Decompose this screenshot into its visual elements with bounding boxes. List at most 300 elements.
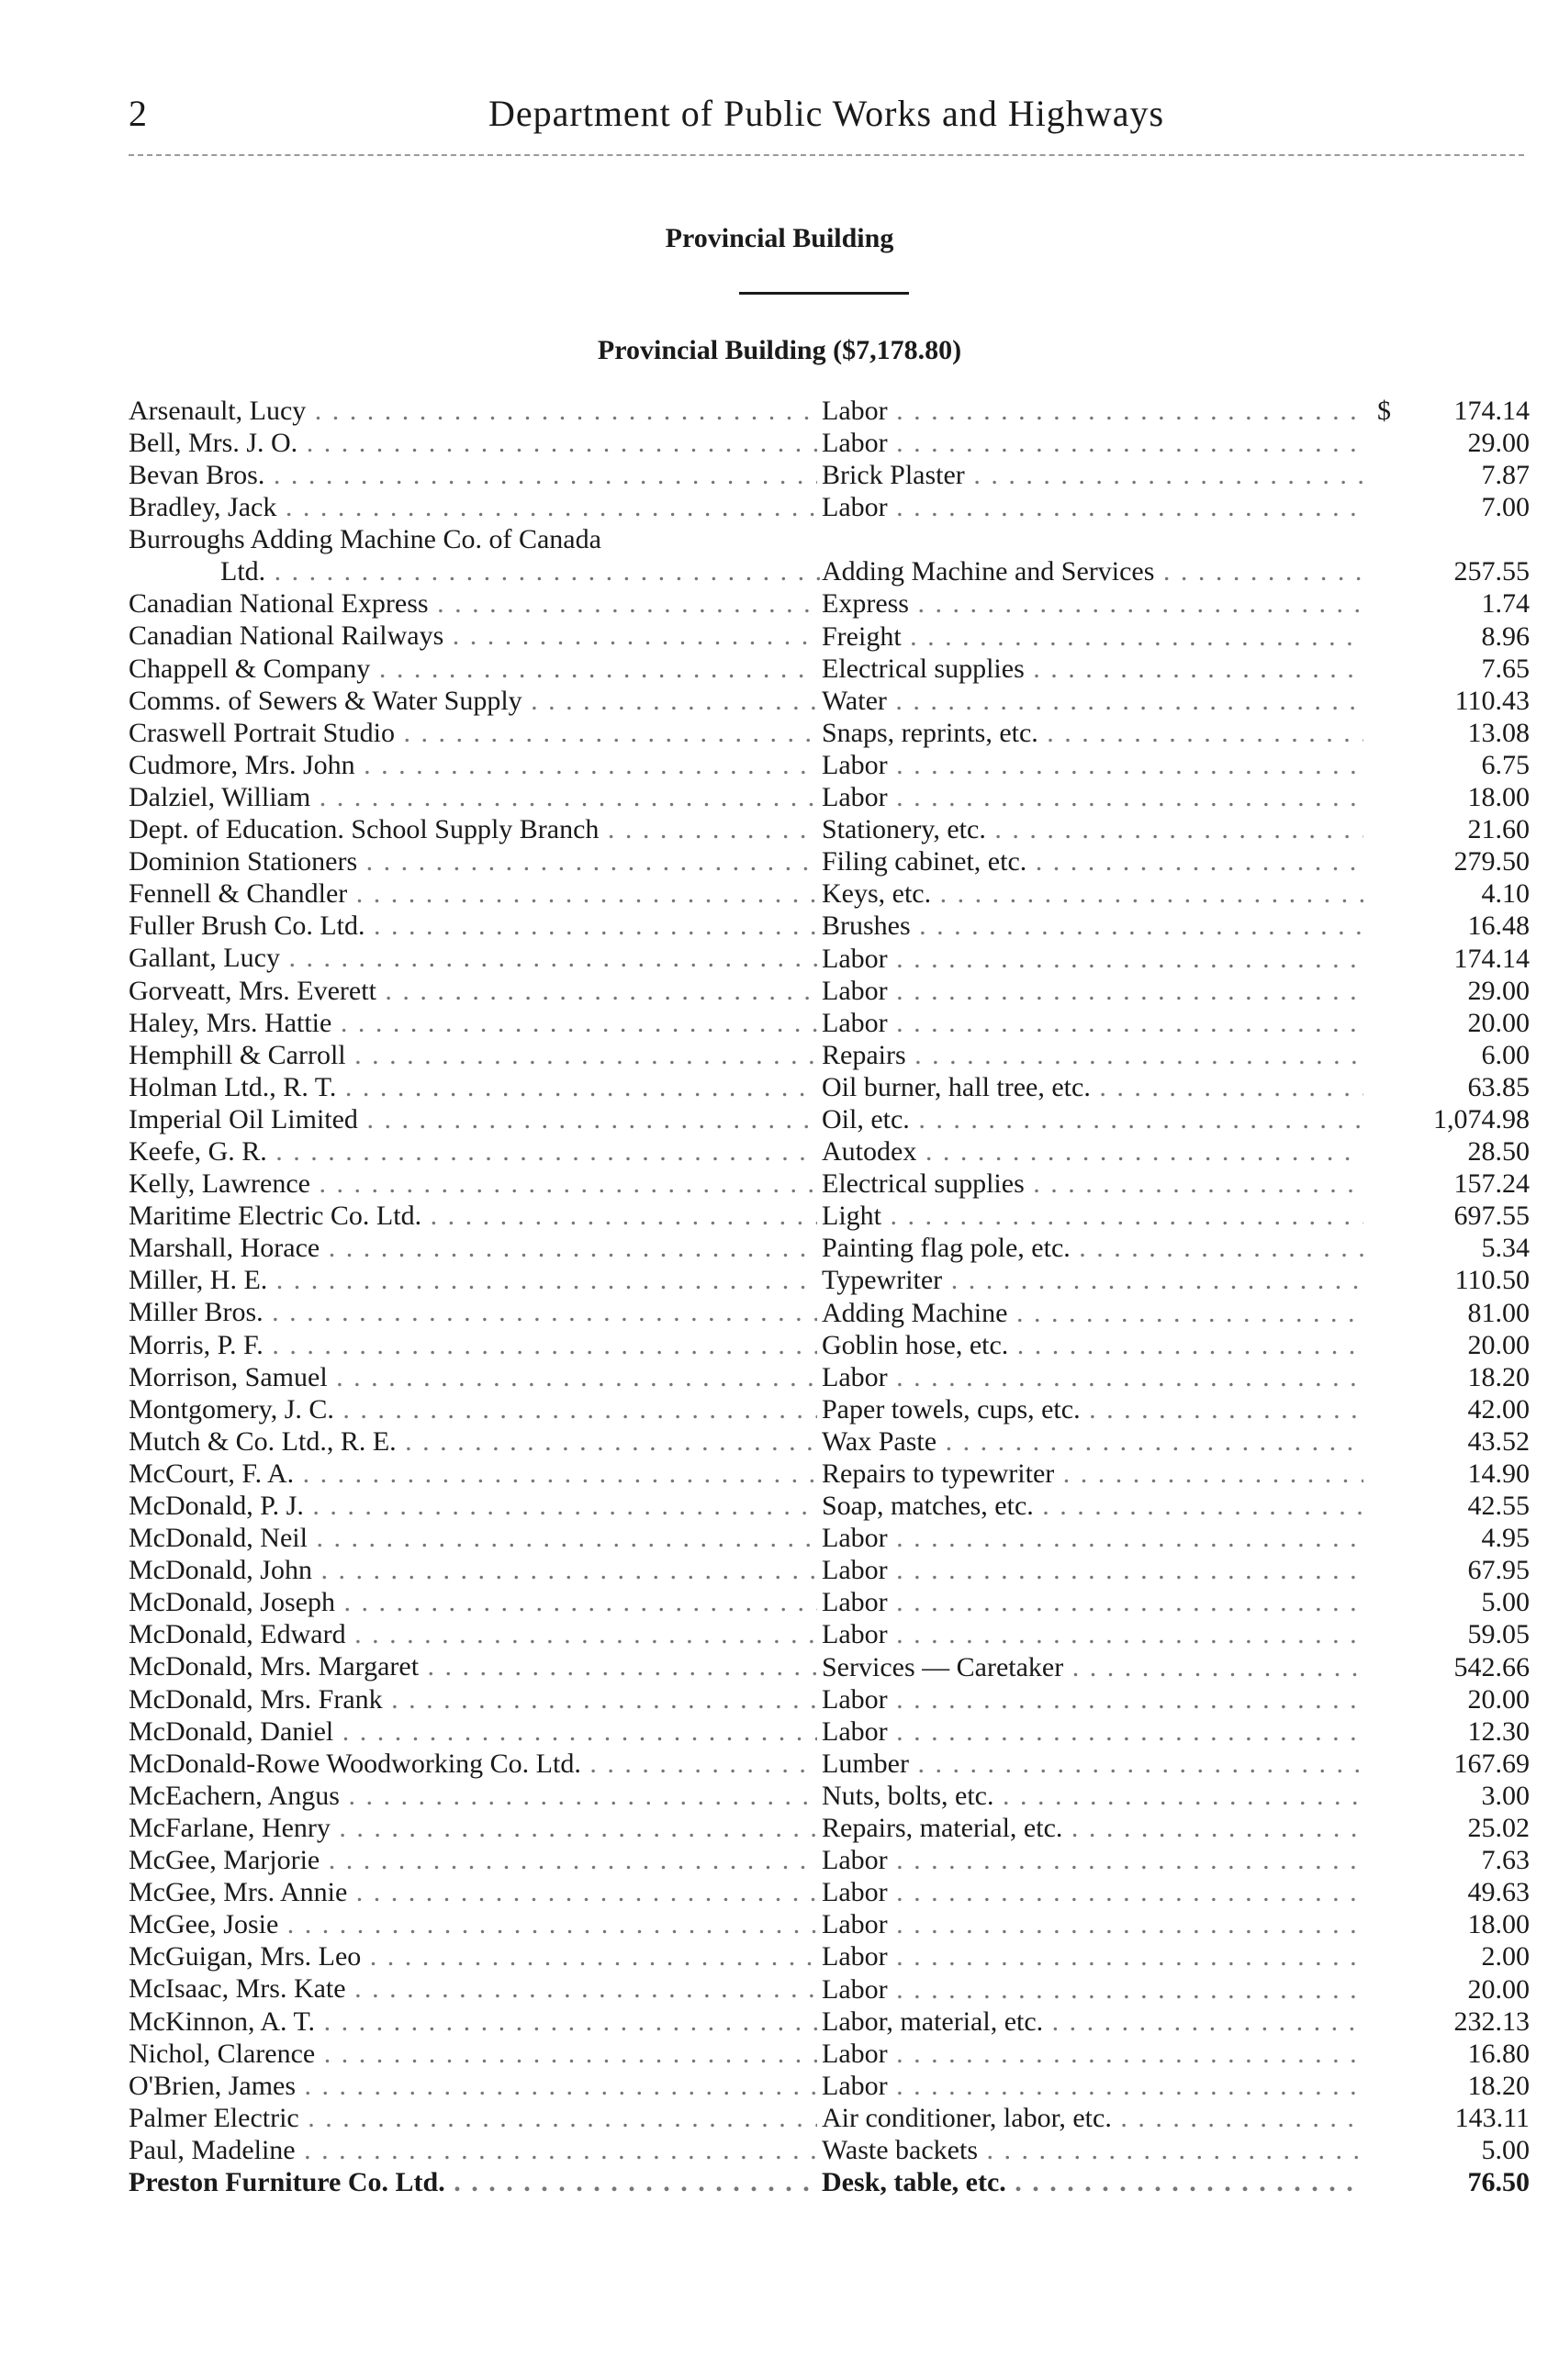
expense-description bbox=[822, 1748, 1363, 1780]
amount: 76.50 bbox=[1467, 2167, 1530, 2198]
expense-description bbox=[822, 587, 1363, 620]
payee-name-text: Fennell & Chandler . . . bbox=[129, 877, 817, 910]
expense-description-text: Light . . . bbox=[822, 1200, 1363, 1232]
expense-description-text: Labor . . . bbox=[822, 395, 1363, 427]
expense-description-text: Labor . . . bbox=[822, 1908, 1363, 1940]
amount: 21.60 bbox=[1467, 814, 1530, 845]
payee-name bbox=[129, 1554, 817, 1586]
payee-name-text: Cudmore, Mrs. John . . . bbox=[129, 749, 817, 781]
expense-description-text: Nuts, bolts, etc. . . . bbox=[822, 1780, 1363, 1812]
payee-name bbox=[129, 1780, 817, 1812]
table-row bbox=[129, 1425, 1530, 1458]
amount: 16.48 bbox=[1467, 911, 1530, 942]
payee-name-text: Bradley, Jack . . . bbox=[129, 491, 817, 523]
amount: 157.24 bbox=[1453, 1168, 1530, 1200]
payee-name-text: McDonald, Daniel . . . bbox=[129, 1715, 817, 1748]
section-title: Provincial Building bbox=[665, 223, 894, 253]
payee-name bbox=[129, 1458, 817, 1490]
table-row bbox=[129, 910, 1530, 942]
expense-description bbox=[822, 943, 1363, 975]
expense-description bbox=[822, 1071, 1363, 1103]
payee-name bbox=[129, 1812, 817, 1844]
expense-description bbox=[822, 653, 1363, 685]
amount: 5.00 bbox=[1481, 2134, 1530, 2165]
payee-name-text: McFarlane, Henry . . . bbox=[129, 1812, 817, 1844]
table-row bbox=[129, 1940, 1530, 1972]
payee-name bbox=[129, 1683, 817, 1715]
amount: 7.65 bbox=[1481, 653, 1530, 684]
amount: 5.34 bbox=[1481, 1233, 1530, 1264]
table-row bbox=[129, 1039, 1530, 1071]
payee-name bbox=[129, 1490, 817, 1522]
expense-description bbox=[822, 1522, 1363, 1554]
amount: 8.96 bbox=[1481, 620, 1530, 652]
amount: 63.85 bbox=[1467, 1071, 1530, 1102]
payee-name bbox=[129, 813, 817, 845]
payee-name bbox=[129, 1908, 817, 1940]
table-row bbox=[129, 1329, 1530, 1361]
expense-description bbox=[822, 1200, 1363, 1232]
amount: 59.05 bbox=[1467, 1619, 1530, 1650]
amount: 7.63 bbox=[1481, 1845, 1530, 1876]
payee-name bbox=[129, 2134, 817, 2166]
table-row bbox=[129, 1007, 1530, 1039]
amount: 3.00 bbox=[1481, 1780, 1530, 1811]
table-row bbox=[129, 685, 1530, 717]
expense-description-text: Labor . . . bbox=[822, 1522, 1363, 1554]
amount: 6.75 bbox=[1481, 749, 1530, 780]
payee-name-text: McDonald, Mrs. Frank . . . bbox=[129, 1683, 817, 1715]
payee-name-text: McDonald, Mrs. Margaret . . . bbox=[129, 1650, 817, 1682]
table-row bbox=[129, 459, 1530, 491]
expense-description bbox=[822, 1651, 1363, 1683]
amount: 5.00 bbox=[1481, 1587, 1530, 1618]
payee-name bbox=[129, 749, 817, 781]
payee-name bbox=[129, 1200, 817, 1232]
payee-name bbox=[129, 685, 817, 717]
amount: 174.14 bbox=[1453, 396, 1530, 427]
expense-description-text: Autodex . . . bbox=[822, 1135, 1363, 1168]
amount: 29.00 bbox=[1467, 975, 1530, 1006]
expense-description bbox=[822, 1232, 1363, 1264]
expense-description bbox=[822, 1007, 1363, 1039]
payee-name-text: Preston Furniture Co. Ltd. . . . bbox=[129, 2166, 817, 2198]
payee-name-text: McGee, Mrs. Annie . . . bbox=[129, 1876, 817, 1908]
payee-name bbox=[129, 1844, 817, 1876]
amount: 4.10 bbox=[1481, 878, 1530, 910]
payee-name bbox=[129, 1007, 817, 1039]
table-row bbox=[129, 1361, 1530, 1393]
payee-name bbox=[129, 781, 817, 813]
expense-description bbox=[822, 1039, 1363, 1071]
payee-name-text: Palmer Electric . . . bbox=[129, 2102, 817, 2134]
payee-name bbox=[129, 942, 817, 974]
expense-description bbox=[822, 1876, 1363, 1908]
amount: 110.43 bbox=[1454, 685, 1530, 716]
table-row bbox=[129, 1200, 1530, 1232]
expense-description bbox=[822, 2134, 1363, 2166]
expense-description-text: Labor, material, etc. . . . bbox=[822, 2006, 1363, 2038]
expense-description bbox=[822, 975, 1363, 1007]
expense-description-text: Air conditioner, labor, etc. . . . bbox=[822, 2102, 1363, 2134]
payee-name bbox=[129, 2070, 817, 2102]
expense-description bbox=[822, 2166, 1363, 2198]
payee-name-text: Maritime Electric Co. Ltd. . . . bbox=[129, 1200, 817, 1232]
payee-name bbox=[129, 1715, 817, 1748]
expense-description bbox=[822, 1425, 1363, 1458]
payee-name-text: McGee, Marjorie . . . bbox=[129, 1844, 817, 1876]
amount: 542.66 bbox=[1453, 1651, 1530, 1682]
expense-description bbox=[822, 1135, 1363, 1168]
payee-name-text: Montgomery, J. C. . . . bbox=[129, 1393, 817, 1425]
expense-description bbox=[822, 910, 1363, 942]
table-row bbox=[129, 749, 1530, 781]
expense-description bbox=[822, 813, 1363, 845]
expense-description-text: Freight . . . bbox=[822, 620, 1363, 653]
expense-description bbox=[822, 1683, 1363, 1715]
expense-description-text: Labor . . . bbox=[822, 1683, 1363, 1715]
expense-description bbox=[822, 1973, 1363, 2006]
expense-description-text: Brick Plaster . . . bbox=[822, 459, 1363, 491]
expense-description-text: Brushes . . . bbox=[822, 910, 1363, 942]
page-number: 2 bbox=[129, 93, 147, 134]
amount: 697.55 bbox=[1453, 1201, 1530, 1232]
currency-symbol: $ bbox=[1377, 396, 1391, 427]
expense-description-text: Repairs, material, etc. . . . bbox=[822, 1812, 1363, 1844]
payee-name bbox=[129, 395, 817, 427]
payee-name-text: Holman Ltd., R. T. . . . bbox=[129, 1071, 817, 1103]
payee-name bbox=[129, 1618, 817, 1650]
payee-name bbox=[129, 1264, 817, 1296]
table-row bbox=[129, 1908, 1530, 1940]
expense-description-text: Labor . . . bbox=[822, 1618, 1363, 1650]
table-row bbox=[129, 587, 1530, 620]
expense-description-text: Desk, table, etc. . . . bbox=[822, 2166, 1363, 2198]
table-row bbox=[129, 1296, 1530, 1328]
table-row bbox=[129, 2134, 1530, 2166]
payee-name bbox=[129, 427, 817, 459]
payee-name-line: Burroughs Adding Machine Co. of Canada bbox=[129, 524, 601, 555]
table-row bbox=[129, 2102, 1530, 2134]
expense-description-text: Wax Paste . . . bbox=[822, 1425, 1363, 1458]
payee-name-text: McEachern, Angus . . . bbox=[129, 1780, 817, 1812]
table-row bbox=[129, 1618, 1530, 1650]
payee-name bbox=[129, 2038, 817, 2070]
payee-name-text: O'Brien, James . . . bbox=[129, 2070, 817, 2102]
expense-description-text: Labor . . . bbox=[822, 1940, 1363, 1972]
expense-description-text: Labor . . . bbox=[822, 1007, 1363, 1039]
amount: 13.08 bbox=[1467, 717, 1530, 748]
table-row bbox=[129, 1650, 1530, 1682]
payee-name bbox=[129, 459, 817, 491]
amount: 42.55 bbox=[1467, 1491, 1530, 1522]
table-row bbox=[129, 1264, 1530, 1296]
payee-name-text: Dominion Stationers . . . bbox=[129, 845, 817, 877]
expense-description bbox=[822, 1908, 1363, 1940]
expense-description bbox=[822, 1586, 1363, 1618]
amount: 28.50 bbox=[1467, 1136, 1530, 1168]
payee-name-text: Nichol, Clarence . . . bbox=[129, 2038, 817, 2070]
amount: 29.00 bbox=[1467, 428, 1530, 459]
payee-name-text: Canadian National Railways . . . bbox=[129, 620, 817, 652]
payee-name-text: McDonald, Neil . . . bbox=[129, 1522, 817, 1554]
payee-name-text: Kelly, Lawrence . . . bbox=[129, 1168, 817, 1200]
payee-name-text: McGee, Josie . . . bbox=[129, 1908, 817, 1940]
table-row bbox=[129, 653, 1530, 685]
expense-description-text: Labor . . . bbox=[822, 943, 1363, 975]
payee-name-text: Marshall, Horace . . . bbox=[129, 1232, 817, 1264]
expense-description-text: Labor . . . bbox=[822, 749, 1363, 781]
payee-name bbox=[129, 1103, 817, 1135]
expense-description bbox=[822, 491, 1363, 523]
expense-description bbox=[822, 1103, 1363, 1135]
expense-description-text: Water . . . bbox=[822, 685, 1363, 717]
payee-name bbox=[129, 910, 817, 942]
expense-description-text: Paper towels, cups, etc. . . . bbox=[822, 1393, 1363, 1425]
table-row bbox=[129, 1458, 1530, 1490]
payee-name bbox=[129, 717, 817, 749]
amount: 18.00 bbox=[1467, 1909, 1530, 1940]
amount: 1.74 bbox=[1481, 588, 1530, 620]
expense-description-text: Waste backets . . . bbox=[822, 2134, 1363, 2166]
expense-description bbox=[822, 1329, 1363, 1361]
payee-name-text: Arsenault, Lucy . . . bbox=[129, 395, 817, 427]
expense-description bbox=[822, 1618, 1363, 1650]
expense-description-text: Express . . . bbox=[822, 587, 1363, 620]
payee-name bbox=[129, 1039, 817, 1071]
payee-name bbox=[129, 1972, 817, 2005]
expense-description-text: Repairs to typewriter . . . bbox=[822, 1458, 1363, 1490]
table-row bbox=[129, 427, 1530, 459]
payee-name-text: McDonald-Rowe Woodworking Co. Ltd. . . . bbox=[129, 1748, 817, 1780]
payee-name bbox=[129, 2166, 817, 2198]
payee-name-text: Dalziel, William . . . bbox=[129, 781, 817, 813]
table-row bbox=[129, 1876, 1530, 1908]
expense-description bbox=[822, 845, 1363, 877]
expense-description bbox=[822, 1490, 1363, 1522]
payee-name-text: Gallant, Lucy . . . bbox=[129, 942, 817, 974]
table-row bbox=[129, 781, 1530, 813]
payee-name-text: Morrison, Samuel . . . bbox=[129, 1361, 817, 1393]
payee-name bbox=[129, 877, 817, 910]
table-row bbox=[129, 1586, 1530, 1618]
table-row bbox=[129, 813, 1530, 845]
payee-name bbox=[129, 523, 826, 587]
payee-name bbox=[129, 1361, 817, 1393]
amount: 257.55 bbox=[1453, 556, 1530, 587]
running-head: Department of Public Works and Highways bbox=[488, 93, 1165, 134]
expense-description-text: Electrical supplies . . . bbox=[822, 1168, 1363, 1200]
table-row bbox=[129, 523, 1530, 587]
expense-description-text: Oil, etc. . . . bbox=[822, 1103, 1363, 1135]
table-row bbox=[129, 1071, 1530, 1103]
payee-name-text: Comms. of Sewers & Water Supply . . . bbox=[129, 685, 817, 717]
payee-name-text: McDonald, Edward . . . bbox=[129, 1618, 817, 1650]
payee-name-text: McDonald, P. J. . . . bbox=[129, 1490, 817, 1522]
payee-name bbox=[129, 845, 817, 877]
page-header bbox=[129, 92, 1524, 147]
payee-name bbox=[129, 1876, 817, 1908]
expense-description-text: Stationery, etc. . . . bbox=[822, 813, 1363, 845]
amount: 143.11 bbox=[1454, 2102, 1530, 2133]
expense-description-text: Labor . . . bbox=[822, 1973, 1363, 2006]
payee-name-text: Dept. of Education. School Supply Branch . . . bbox=[129, 813, 817, 845]
payee-name bbox=[129, 1425, 817, 1458]
amount: 18.20 bbox=[1467, 2070, 1530, 2101]
expense-description-text: Painting flag pole, etc. . . . bbox=[822, 1232, 1363, 1264]
payee-name-text: Keefe, G. R. . . . bbox=[129, 1135, 817, 1168]
section-divider bbox=[739, 292, 909, 295]
expense-description bbox=[822, 555, 1363, 587]
amount: 20.00 bbox=[1467, 1973, 1530, 2005]
payee-name-text: Bevan Bros. . . . bbox=[129, 459, 817, 491]
expense-description-text: Labor . . . bbox=[822, 2038, 1363, 2070]
expense-description-text: Repairs . . . bbox=[822, 1039, 1363, 1071]
payee-name-text: Hemphill & Carroll . . . bbox=[129, 1039, 817, 1071]
expense-description-text: Snaps, reprints, etc. . . . bbox=[822, 717, 1363, 749]
expense-description bbox=[822, 1844, 1363, 1876]
amount: 16.80 bbox=[1467, 2038, 1530, 2069]
table-row bbox=[129, 1103, 1530, 1135]
table-row bbox=[129, 845, 1530, 877]
table-row bbox=[129, 1554, 1530, 1586]
payee-name-text: Craswell Portrait Studio . . . bbox=[129, 717, 817, 749]
payee-name bbox=[129, 491, 817, 523]
table-row bbox=[129, 2070, 1530, 2102]
payee-name-text: Paul, Madeline . . . bbox=[129, 2134, 817, 2166]
expense-description bbox=[822, 877, 1363, 910]
table-row bbox=[129, 877, 1530, 910]
payee-name-text: McDonald, Joseph . . . bbox=[129, 1586, 817, 1618]
payee-name bbox=[129, 1071, 817, 1103]
payee-name bbox=[129, 1748, 817, 1780]
payee-name-text: McKinnon, A. T. . . . bbox=[129, 2006, 817, 2038]
expense-description-text: Adding Machine . . . bbox=[822, 1297, 1363, 1329]
table-row bbox=[129, 1780, 1530, 1812]
payee-name bbox=[129, 2006, 817, 2038]
payee-name bbox=[129, 1393, 817, 1425]
expense-description bbox=[822, 2070, 1363, 2102]
table-row bbox=[129, 1972, 1530, 2005]
table-row bbox=[129, 1683, 1530, 1715]
table-row bbox=[129, 491, 1530, 523]
expense-description-text: Labor . . . bbox=[822, 2070, 1363, 2102]
amount: 174.14 bbox=[1453, 943, 1530, 974]
amount: 167.69 bbox=[1453, 1748, 1530, 1779]
amount: 25.02 bbox=[1467, 1813, 1530, 1844]
amount: 67.95 bbox=[1467, 1555, 1530, 1586]
expense-description bbox=[822, 1812, 1363, 1844]
expense-description-text: Labor . . . bbox=[822, 1361, 1363, 1393]
payee-name-text: Mutch & Co. Ltd., R. E. . . . bbox=[129, 1425, 817, 1458]
amount: 42.00 bbox=[1467, 1393, 1530, 1425]
expense-description-text: Services — Caretaker . . . bbox=[822, 1651, 1363, 1683]
table-row bbox=[129, 1715, 1530, 1748]
payee-name bbox=[129, 587, 817, 620]
expense-description bbox=[822, 1297, 1363, 1329]
amount: 6.00 bbox=[1481, 1039, 1530, 1070]
amount: 279.50 bbox=[1453, 846, 1530, 877]
payee-name-text: McCourt, F. A. . . . bbox=[129, 1458, 817, 1490]
expense-description-text: Electrical supplies . . . bbox=[822, 653, 1363, 685]
expense-description-text: Adding Machine and Services . . . bbox=[822, 555, 1363, 587]
expense-description bbox=[822, 1393, 1363, 1425]
table-row bbox=[129, 1393, 1530, 1425]
expenditure-table bbox=[129, 395, 1530, 2198]
amount: 7.87 bbox=[1481, 460, 1530, 491]
payee-name bbox=[129, 620, 817, 652]
amount: 20.00 bbox=[1467, 1007, 1530, 1038]
payee-name-text: Chappell & Company . . . bbox=[129, 653, 817, 685]
amount: 4.95 bbox=[1481, 1523, 1530, 1554]
amount: 12.30 bbox=[1467, 1715, 1530, 1747]
expense-description-text: Lumber . . . bbox=[822, 1748, 1363, 1780]
amount: 18.20 bbox=[1467, 1361, 1530, 1392]
payee-name-text: Morris, P. F. . . . bbox=[129, 1329, 817, 1361]
expense-description bbox=[822, 2006, 1363, 2038]
expense-description bbox=[822, 1168, 1363, 1200]
expense-description-text: Labor . . . bbox=[822, 1554, 1363, 1586]
table-row bbox=[129, 1748, 1530, 1780]
payee-name bbox=[129, 653, 817, 685]
expense-description bbox=[822, 620, 1363, 653]
payee-name bbox=[129, 1232, 817, 1264]
payee-name-text: Imperial Oil Limited . . . bbox=[129, 1103, 817, 1135]
payee-name bbox=[129, 1940, 817, 1972]
payee-name-text: McDonald, John . . . bbox=[129, 1554, 817, 1586]
payee-name bbox=[129, 2102, 817, 2134]
expense-description-text: Labor . . . bbox=[822, 491, 1363, 523]
expense-description bbox=[822, 1780, 1363, 1812]
expense-description-text: Labor . . . bbox=[822, 427, 1363, 459]
table-row bbox=[129, 1812, 1530, 1844]
expense-description-text: Goblin hose, etc. . . . bbox=[822, 1329, 1363, 1361]
sub-title: Provincial Building ($7,178.80) bbox=[597, 335, 962, 365]
payee-name-text: Fuller Brush Co. Ltd. . . . bbox=[129, 910, 817, 942]
expense-description-text: Keys, etc. . . . bbox=[822, 877, 1363, 910]
expense-description-text: Typewriter . . . bbox=[822, 1264, 1363, 1296]
amount: 20.00 bbox=[1467, 1329, 1530, 1360]
expense-description bbox=[822, 395, 1363, 427]
payee-name bbox=[129, 1168, 817, 1200]
expense-description-text: Labor . . . bbox=[822, 1876, 1363, 1908]
expense-description-text: Labor . . . bbox=[822, 1586, 1363, 1618]
amount: 232.13 bbox=[1453, 2006, 1530, 2037]
payee-name-text: Bell, Mrs. J. O. . . . bbox=[129, 427, 817, 459]
expense-description bbox=[822, 459, 1363, 491]
payee-name-continuation: Ltd. . . . bbox=[129, 555, 826, 587]
amount: 49.63 bbox=[1467, 1877, 1530, 1908]
payee-name-text: Gorveatt, Mrs. Everett . . . bbox=[129, 975, 817, 1007]
table-row bbox=[129, 717, 1530, 749]
table-row bbox=[129, 1522, 1530, 1554]
payee-name bbox=[129, 1296, 817, 1328]
payee-name-text: Miller Bros. . . . bbox=[129, 1296, 817, 1328]
payee-name bbox=[129, 1135, 817, 1168]
expense-description bbox=[822, 781, 1363, 813]
amount: 43.52 bbox=[1467, 1425, 1530, 1457]
table-row bbox=[129, 620, 1530, 652]
table-row bbox=[129, 395, 1530, 427]
expense-description bbox=[822, 1264, 1363, 1296]
expense-description-text: Oil burner, hall tree, etc. . . . bbox=[822, 1071, 1363, 1103]
expense-description bbox=[822, 749, 1363, 781]
amount: 14.90 bbox=[1467, 1458, 1530, 1489]
expense-description-text: Labor . . . bbox=[822, 1715, 1363, 1748]
payee-name-text: Haley, Mrs. Hattie . . . bbox=[129, 1007, 817, 1039]
amount: 110.50 bbox=[1454, 1265, 1530, 1296]
expense-description bbox=[822, 2038, 1363, 2070]
